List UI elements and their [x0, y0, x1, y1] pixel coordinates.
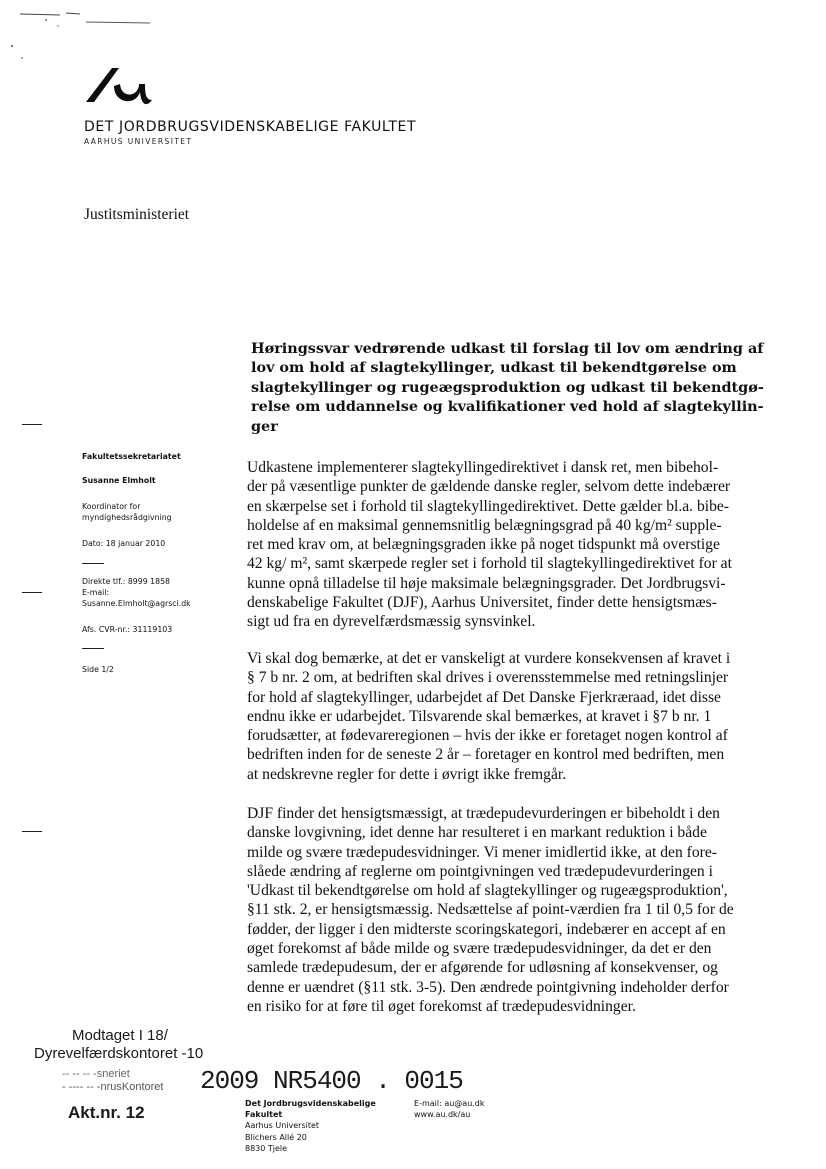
recipient: Justitsministeriet	[84, 206, 190, 223]
faded-stamp-line: -- -- -- -sneriet	[62, 1068, 130, 1080]
subject-line: lov om hold af slagtekyllinger, udkast til bekendtgørelse om	[251, 359, 737, 377]
paragraph-line: slåede ændring af reglerne om pointgivningen ved trædepudevurderingen i	[247, 862, 713, 880]
paragraph-line: bedriften inden for de seneste 2 år – foretager en kontrol med bedriften, men	[247, 746, 725, 764]
paragraph-line: 42 kg/ m², samt skærpede regler set i forhold til slagtekyllingedirektivet for at	[247, 555, 732, 573]
footer-email: E-mail: au@au.dk	[414, 1099, 485, 1108]
fold-mark	[22, 424, 42, 425]
paragraph-line: § 7 b nr. 2 om, at bedriften skal drives i overensstemmelse med retningslinjer	[247, 669, 729, 687]
received-stamp-line: Dyrevelfærdskontoret -10	[34, 1045, 204, 1062]
footer-line: Fakultet	[245, 1110, 283, 1120]
sidebar-role: myndighedsrådgivning	[82, 513, 172, 522]
paragraph-line: der på væsentlige punkter de gældende danske regler, selvom dette indebærer	[247, 478, 731, 496]
paragraph-line: denskabelige Fakultet (DJF), Aarhus Universitet, finder dette hensigtsmæs-	[247, 594, 717, 612]
paragraph-line: holdelse af en maksimal gennemsnitlig belægningsgrad på 40 kg/m² supple-	[247, 516, 722, 534]
footer-line: Aarhus Universitet	[245, 1121, 320, 1131]
subject-heading	[251, 339, 764, 436]
sidebar-date: Dato: 18 januar 2010	[82, 539, 166, 548]
scan-specks	[0, 0, 160, 70]
paragraph-line: ret med krav om, at belægningsgraden ikke på noget tidspunkt må overstige	[247, 536, 720, 554]
footer-web: www.au.dk/au	[414, 1110, 471, 1120]
fold-mark	[22, 831, 42, 832]
paragraph-line: Udkastene implementerer slagtekyllingedirektivet i dansk ret, men bibehol-	[247, 459, 719, 476]
received-stamp-line: Modtaget I 18/	[72, 1027, 168, 1044]
sidebar-email-label: E-mail:	[82, 588, 110, 597]
footer-line: 8830 Tjele	[245, 1143, 288, 1153]
university-name: AARHUS UNIVERSITET	[84, 137, 193, 146]
paragraph-line: at nedskrevne regler for dette i øvrigt ikke fremgår.	[247, 765, 567, 783]
paragraph-line: forudsætter, at fødevareregionen – hvis der ikke er foretaget nogen kontrol af	[247, 727, 728, 745]
sidebar-page: Side 1/2	[82, 665, 114, 674]
sidebar-cvr: Afs. CVR-nr.: 31119103	[82, 625, 173, 634]
paragraph-line: samlede trædepudesum, der er afgørende for udløsning af konsekvenser, og	[247, 959, 718, 977]
faculty-name: DET JORDBRUGSVIDENSKABELIGE FAKULTET	[84, 119, 417, 135]
fold-mark	[22, 592, 42, 593]
sidebar-role: Koordinator for	[82, 502, 141, 511]
paragraph-line: milde og svære trædepudesvidninger. Vi mener imidlertid ikke, at den fore-	[247, 843, 717, 861]
paragraph-line: §11 stk. 2, er hensigtsmæssig. Nedsættelse af point-værdien fra 1 til 0,5 for de	[247, 901, 734, 919]
paragraph-line: for hold af slagtekyllinger, udarbejdet af Det Danske Fjerkræraad, idet disse	[247, 688, 721, 706]
subject-line: Høringssvar vedrørende udkast til forslag til lov om ændring af	[251, 340, 764, 357]
sidebar-department: Fakultetssekretariatet	[82, 452, 181, 461]
paragraph-line: øget forekomst af både milde og svære trædepudesvidninger, da det er den	[247, 940, 712, 958]
subject-line: ger	[251, 417, 278, 435]
sidebar-email: Susanne.Elmholt@agrsci.dk	[82, 599, 191, 608]
paragraph-line: denne er uændret (§11 stk. 3-5). Den ændrede pointgivning indeholder derfor	[247, 978, 729, 996]
sidebar-phone: Direkte tlf.: 8999 1858	[82, 577, 170, 586]
subject-line: slagtekyllinger og rugeægsproduktion og udkast til bekendtgø-	[251, 378, 764, 396]
sidebar-contact-name: Susanne Elmholt	[82, 476, 156, 485]
paragraph	[247, 804, 767, 1016]
sidebar-divider	[82, 563, 104, 564]
sidebar-divider	[82, 648, 104, 649]
paragraph-line: DJF finder det hensigtsmæssigt, at trædepudevurderingen er bibeholdt i den	[247, 805, 720, 822]
subject-line: relse om uddannelse og kvalifikationer ved hold af slagtekyllin-	[251, 398, 764, 416]
footer-contact	[414, 1098, 485, 1120]
akt-number-stamp: Akt.nr. 12	[68, 1103, 145, 1122]
footer-line: Blichers Allé 20	[245, 1132, 307, 1142]
paragraph-line: 'Udkast til bekendtgørelse om hold af slagtekyllinger og rugeægsproduktion',	[247, 882, 728, 900]
paragraph-line: en skærpelse set i forhold til slagtekyllingedirektivet. Dette gælder bl.a. bibe-	[247, 497, 729, 515]
paragraph-line: danske lovgivning, idet denne har resulteret i en markant reduktion i både	[247, 824, 707, 842]
au-logo-icon	[84, 64, 156, 112]
paragraph-line: fødder, der ligger i den midterste scoringskategori, indebærer en accept af en	[247, 920, 726, 938]
paragraph-line: Vi skal dog bemærke, at det er vanskeligt at vurdere konsekvensen af kravet i	[247, 650, 731, 667]
paragraph-line: en risiko for at føre til øget forekomst af trædepudesvidninger.	[247, 997, 636, 1015]
paragraph-line: endnu ikke er udarbejdet. Tilsvarende skal bemærkes, at kravet i §7 b nr. 1	[247, 707, 712, 725]
paragraph	[247, 649, 767, 784]
faded-stamp-line: - ---- -- -nrusKontoret	[62, 1081, 164, 1093]
paragraph	[247, 458, 767, 632]
footer-address	[245, 1098, 376, 1154]
footer-line: Det Jordbrugsvidenskabelige	[245, 1099, 376, 1108]
journal-number-stamp: 2009 NR5400 . 0015	[200, 1066, 463, 1096]
paragraph-line: sigt ud fra en dyrevelfærdsmæssig synsvinkel.	[247, 613, 536, 631]
paragraph-line: kunne opnå tilladelse til høje maksimale belægningsgrader. Det Jordbrugsvi-	[247, 574, 726, 592]
